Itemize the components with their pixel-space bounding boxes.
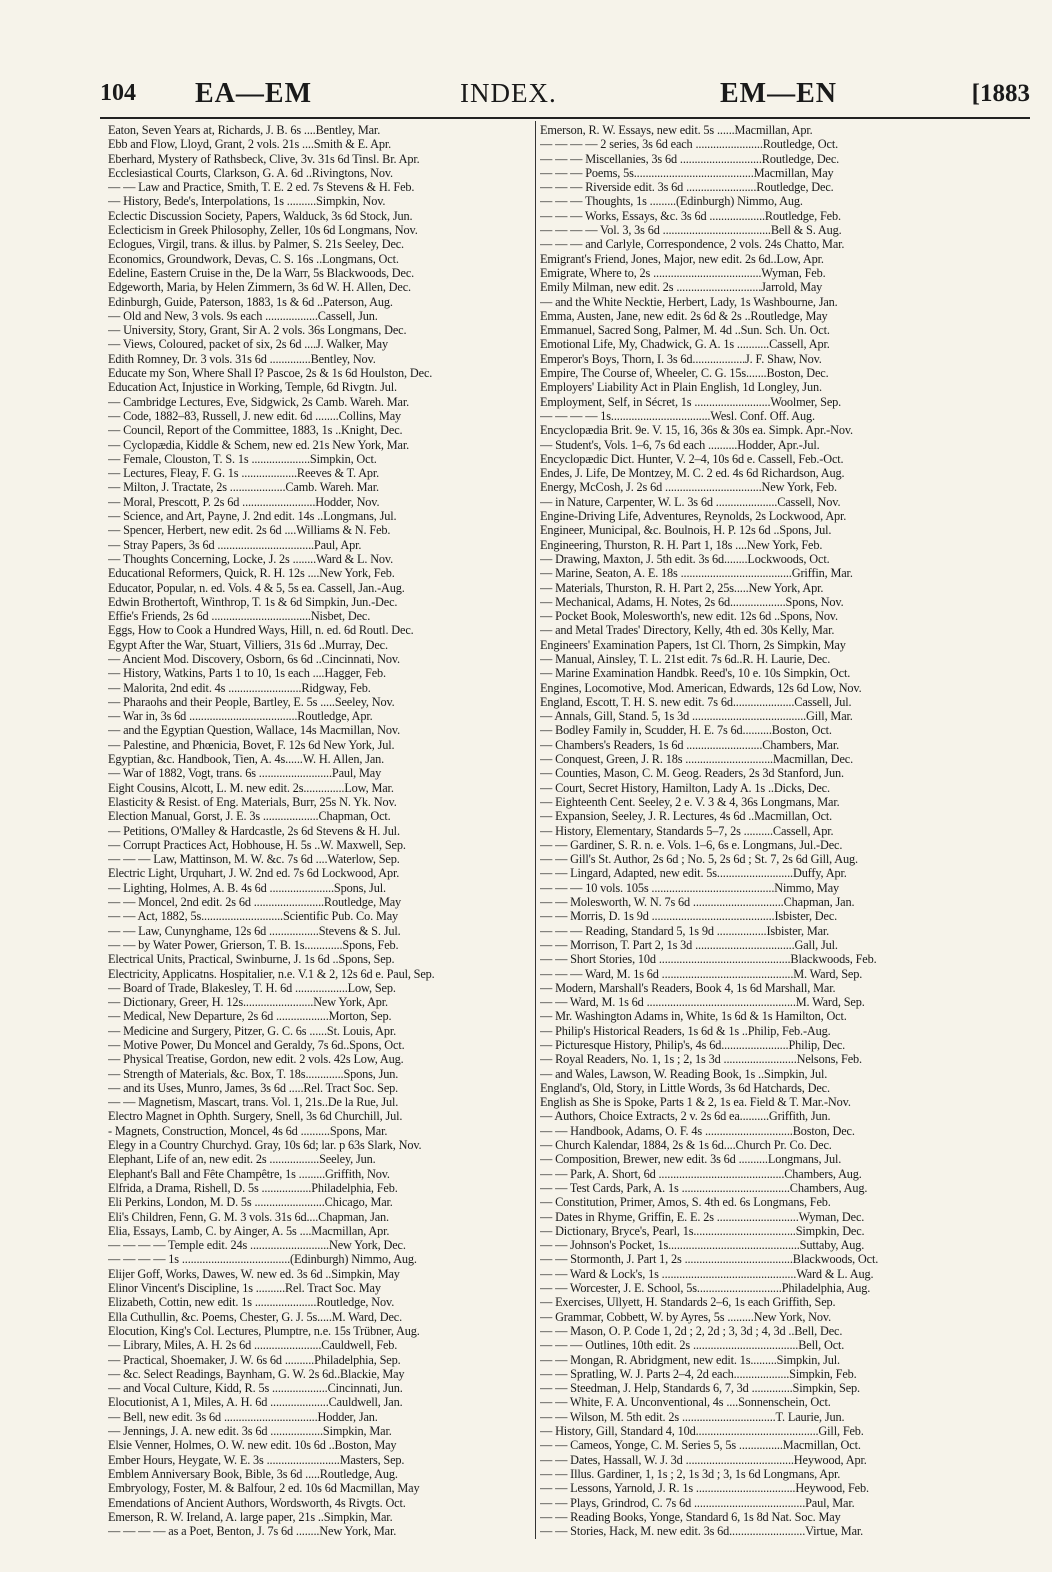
index-entry: — Malorita, 2nd edit. 4s .........................Ridgway, Feb.	[108, 680, 371, 695]
index-entry: — — — Poems, 5s.........................................Macmillan, May	[540, 165, 834, 180]
index-entry: Educate my Son, Where Shall I? Pascoe, 2s & 1s 6d Houlston, Dec.	[108, 366, 433, 381]
index-entry: Educational Reformers, Quick, R. H. 12s ....New York, Feb.	[108, 566, 395, 581]
index-entry: — Philip's Historical Readers, 1s 6d & 1s ..Philip, Feb.-Aug.	[540, 1023, 831, 1038]
index-entry: — History, Elementary, Standards 5–7, 2s ..........Cassell, Apr.	[540, 823, 834, 838]
index-entry: — Motive Power, Du Moncel and Geraldy, 7s 6d..Spons, Oct.	[108, 1038, 405, 1052]
index-entry: — and its Uses, Munro, James, 3s 6d .....Rel. Tract Soc. Sep.	[108, 1080, 399, 1095]
index-entry: — — Ward & Lock's, 1s ..............................................Ward & L. Aug.	[540, 1266, 874, 1281]
index-entry: — Materials, Thurston, R. H. Part 2, 25s.....New York, Apr.	[540, 580, 824, 595]
index-entry: Endes, J. Life, De Montzey, M. C. 2 ed. 4s 6d Richardson, Aug.	[540, 466, 845, 481]
index-entry: — Jennings, J. A. new edit. 3s 6d ..................Simpkin, Mar.	[108, 1424, 392, 1439]
index-entry: Emperor's Boys, Thorn, I. 3s 6d..................J. F. Shaw, Nov.	[540, 351, 822, 366]
index-entry: — Drawing, Maxton, J. 5th edit. 3s 6d........Lockwoods, Oct.	[540, 551, 830, 566]
index-entry: — — Ward, M. 1s 6d ...................................................M. Ward, Sep.	[540, 995, 865, 1010]
range-right: EM—EN	[720, 78, 837, 109]
index-entry: Ella Cuthullin, &c. Poems, Chester, G. J. 5s.....M. Ward, Dec.	[108, 1309, 402, 1324]
index-entry: — War in, 3s 6d .....................................Routledge, Apr.	[108, 709, 373, 724]
index-entry: Emmanuel, Sacred Song, Palmer, M. 4d ..Sun. Sch. Un. Oct.	[540, 323, 830, 338]
index-entry: Engine-Driving Life, Adventures, Reynolds, 2s Lockwood, Apr.	[540, 509, 847, 524]
index-entry: — Council, Report of the Committee, 1883, 1s ..Knight, Dec.	[108, 423, 403, 438]
index-entry: — Court, Secret History, Hamilton, Lady A. 1s ..Dicks, Dec.	[540, 780, 830, 795]
index-entry: — in Nature, Carpenter, W. L. 3s 6d .....................Cassell, Nov.	[540, 494, 841, 509]
page-header	[100, 76, 1030, 110]
index-entry: England, Escott, T. H. S. new edit. 7s 6d.....................Cassell, Jul.	[540, 694, 852, 709]
index-entry: — Marine, Seaton, A. E. 18s ......................................Griffin, Mar.	[540, 566, 853, 581]
index-entry: Embryology, Foster, M. & Balfour, 2 ed. 10s 6d Macmillan, May	[108, 1481, 420, 1496]
index-entry: Elocution, King's Col. Lectures, Plumptre, n.e. 15s Trübner, Aug.	[108, 1323, 420, 1338]
index-entry: Employers' Liability Act in Plain English, 1d Longley, Jun.	[540, 380, 822, 395]
index-entry: — — — — 2 series, 3s 6d each .......................Routledge, Oct.	[540, 137, 839, 152]
index-entry: — — — Ward, M. 1s 6d .............................................M. Ward, Sep.	[540, 966, 863, 981]
index-entry: — — — — as a Poet, Benton, J. 7s 6d ........New York, Mar.	[108, 1524, 397, 1539]
index-entry: — — — and Carlyle, Correspondence, 2 vols. 24s Chatto, Mar.	[540, 237, 845, 252]
index-entry: Emigrant's Friend, Jones, Major, new edit. 2s 6d..Low, Apr.	[540, 251, 824, 266]
index-entry: — Mechanical, Adams, H. Notes, 2s 6d...................Spons, Nov.	[540, 594, 844, 609]
index-entry: — Female, Clouston, T. S. 1s ....................Simpkin, Oct.	[108, 451, 377, 466]
index-entry: — — Lingard, Adapted, new edit. 5s..........................Duffy, Apr.	[540, 866, 847, 881]
index-entry: — — Law and Practice, Smith, T. E. 2 ed. 7s Stevens & H. Feb.	[108, 180, 415, 195]
index-entry: — History, Watkins, Parts 1 to 10, 1s each ....Hagger, Feb.	[108, 666, 386, 681]
index-entry: — — — Works, Essays, &c. 3s 6d ...................Routledge, Feb.	[540, 208, 841, 223]
index-entry: — Code, 1882–83, Russell, J. new edit. 6d ........Collins, May	[108, 408, 401, 423]
index-entry: Eli's Children, Fenn, G. M. 3 vols. 31s 6d....Chapman, Jan.	[108, 1209, 389, 1224]
index-entry: — Spencer, Herbert, new edit. 2s 6d ....Williams & N. Feb.	[108, 523, 391, 538]
index-entry: — — Gardiner, S. R. n. e. Vols. 1–6, 6s e. Longmans, Jul.-Dec.	[540, 837, 843, 852]
index-entry: — — Law, Cunynghame, 12s 6d .................Stevens & S. Jul.	[108, 923, 401, 938]
index-entry: — Milton, J. Tractate, 2s ...................Camb. Wareh. Mar.	[108, 480, 379, 495]
index-entry: Ebb and Flow, Lloyd, Grant, 2 vols. 21s ....Smith & E. Apr.	[108, 137, 392, 152]
index-entry: Employment, Self, in Sécret, 1s ..........................Woolmer, Sep.	[540, 394, 842, 409]
index-entry: — Palestine, and Phœnicia, Bovet, F. 12s 6d New York, Jul.	[108, 737, 395, 752]
index-entry: — &c. Select Readings, Baynham, G. W. 2s 6d..Blackie, May	[108, 1366, 405, 1381]
index-entry: — — Cameos, Yonge, C. M. Series 5, 5s ...............Macmillan, Oct.	[540, 1438, 861, 1453]
index-entry: — — Short Stories, 10d .............................................Blackwoods, Feb.	[540, 952, 877, 967]
page-number: 104	[100, 80, 136, 106]
index-entry: — Medicine and Surgery, Pitzer, G. C. 6s ......St. Louis, Apr.	[108, 1023, 397, 1038]
index-entry: — — Morrison, T. Part 2, 1s 3d ..................................Gall, Jul.	[540, 937, 838, 952]
index-entry: — — — 10 vols. 105s ..........................................Nimmo, May	[540, 880, 840, 895]
index-entry: — — Reading Books, Yonge, Standard 6, 1s 8d Nat. Soc. May	[540, 1509, 841, 1524]
index-entry: — Composition, Brewer, new edit. 3s 6d ..........Longmans, Jul.	[540, 1152, 842, 1167]
index-entry: — University, Story, Grant, Sir A. 2 vols. 36s Longmans, Dec.	[108, 323, 407, 338]
index-entry: Elegy in a Country Churchyd. Gray, 10s 6d; lar. p 63s Slark, Nov.	[108, 1138, 422, 1153]
index-entry: — Marine Examination Handbk. Reed's, 10 e. 10s Simpkin, Oct.	[540, 666, 851, 681]
index-entry: England's, Old, Story, in Little Words, 3s 6d Hatchards, Dec.	[540, 1080, 830, 1095]
index-entry: Educator, Popular, n. ed. Vols. 4 & 5, 5s ea. Cassell, Jan.-Aug.	[108, 580, 405, 595]
index-entry: — — — Law, Mattinson, M. W. &c. 7s 6d ....Waterlow, Sep.	[108, 852, 400, 867]
index-entry: — Pocket Book, Molesworth's, new edit. 12s 6d ..Spons, Nov.	[540, 609, 838, 624]
index-entry: Electricity, Applicatns. Hospitalier, n.e. V.1 & 2, 12s 6d e. Paul, Sep.	[108, 966, 435, 981]
index-entry: Empire, The Course of, Wheeler, C. G. 15s.......Boston, Dec.	[540, 366, 829, 381]
index-entry: — Stray Papers, 3s 6d .................................Paul, Apr.	[108, 537, 362, 552]
index-entry: Edinburgh, Guide, Paterson, 1883, 1s & 6d ..Paterson, Aug.	[108, 294, 393, 309]
index-entry: — — Steedman, J. Help, Standards 6, 7, 3d ..............Simpkin, Sep.	[540, 1381, 860, 1396]
index-entry: Elephant, Life of an, new edit. 2s .................Seeley, Jun.	[108, 1152, 376, 1167]
page-title: INDEX.	[460, 78, 557, 108]
index-entry: — Thoughts Concerning, Locke, J. 2s ........Ward & L. Nov.	[108, 551, 394, 566]
index-entry: — — — Riverside edit. 3s 6d ........................Routledge, Dec.	[540, 180, 834, 195]
index-entry: — Bodley Family in, Scudder, H. E. 7s 6d..........Boston, Oct.	[540, 723, 832, 738]
index-entry: Eclectic Discussion Society, Papers, Walduck, 3s 6d Stock, Jun.	[108, 208, 413, 223]
index-entry: — — — — 1s .....................................(Edinburgh) Nimmo, Aug.	[108, 1252, 417, 1267]
left-column	[108, 123, 532, 1538]
index-entry: Emily Milman, new edit. 2s .............................Jarrold, May	[540, 280, 823, 295]
index-entry: Emigrate, Where to, 2s .....................................Wyman, Feb.	[540, 265, 826, 280]
column-divider	[535, 121, 536, 1539]
index-entry: Emotional Life, My, Chadwick, G. A. 1s ...........Cassell, Apr.	[540, 337, 830, 352]
index-entry: — and Metal Trades' Directory, Kelly, 4th ed. 30s Kelly, Mar.	[540, 623, 835, 638]
index-entry: — Annals, Gill, Stand. 5, 1s 3d .......................................Gill, Mar.	[540, 709, 853, 724]
index-entry: — — Spratling, W. J. Parts 2–4, 2d each...................Simpkin, Feb.	[540, 1366, 857, 1381]
index-entry: Elfrida, a Drama, Rishell, D. 5s .................Philadelphia, Feb.	[108, 1180, 398, 1195]
index-entry: — — Magnetism, Mascart, trans. Vol. 1, 21s..De la Rue, Jul.	[108, 1095, 399, 1110]
index-entry: — — — — Vol. 3, 3s 6d .....................................Bell & S. Aug.	[540, 223, 842, 238]
index-entry: — — Illus. Gardiner, 1, 1s ; 2, 1s 3d ; 3, 1s 6d Longmans, Apr.	[540, 1466, 841, 1481]
index-entry: — — Molesworth, W. N. 7s 6d ...............................Chapman, Jan.	[540, 895, 855, 910]
index-entry: — Bell, new edit. 3s 6d ................................Hodder, Jan.	[108, 1409, 378, 1424]
index-entry: — — Test Cards, Park, A. 1s .....................................Chambers, Aug.	[540, 1180, 868, 1195]
index-entry: Elinor Vincent's Discipline, 1s ..........Rel. Tract Soc. May	[108, 1281, 381, 1296]
index-entry: — Constitution, Primer, Amos, S. 4th ed. 6s Longmans, Feb.	[540, 1195, 831, 1210]
index-entry: Emblem Anniversary Book, Bible, 3s 6d .....Routledge, Aug.	[108, 1466, 398, 1481]
index-entry: — Views, Coloured, packet of six, 2s 6d ....J. Walker, May	[108, 337, 388, 352]
index-entry: — Mr. Washington Adams in, White, 1s 6d & 1s Hamilton, Oct.	[540, 1009, 847, 1024]
index-entry: — Modern, Marshall's Readers, Book 4, 1s 6d Marshall, Mar.	[540, 980, 836, 995]
right-column	[540, 123, 1034, 1538]
index-entry: — Chambers's Readers, 1s 6d ..........................Chambers, Mar.	[540, 737, 840, 752]
index-entry: Eclogues, Virgil, trans. & illus. by Palmer, S. 21s Seeley, Dec.	[108, 237, 404, 252]
index-entry: — — Johnson's Pocket, 1s.............................................Suttaby, Aug.	[540, 1238, 865, 1253]
index-entry: — and Wales, Lawson, W. Reading Book, 1s ..Simpkin, Jul.	[540, 1066, 828, 1081]
index-entry: Elizabeth, Cottin, new edit. 1s .....................Routledge, Nov.	[108, 1295, 395, 1310]
index-entry: Economics, Groundwork, Devas, C. S. 16s ..Longmans, Oct.	[108, 251, 399, 266]
index-entry: — — Worcester, J. E. School, 5s.............................Philadelphia, Aug.	[540, 1281, 871, 1296]
index-entry: Effie's Friends, 2s 6d ..................................Nisbet, Dec.	[108, 609, 371, 624]
index-entry: — Exercises, Ullyett, H. Standards 2–6, 1s each Griffith, Sep.	[540, 1295, 836, 1310]
index-entry: — — Mason, O. P. Code 1, 2d ; 2, 2d ; 3, 3d ; 4, 3d ..Bell, Dec.	[540, 1323, 843, 1338]
index-entry: Eight Cousins, Alcott, L. M. new edit. 2s..............Low, Mar.	[108, 780, 394, 795]
index-entry: Eli Perkins, London, M. D. 5s ........................Chicago, Mar.	[108, 1195, 393, 1210]
index-entry: English as She is Spoke, Parts 1 & 2, 1s ea. Field & T. Mar.-Nov.	[540, 1095, 851, 1110]
index-entry: — — — — 1s..................................Wesl. Conf. Off. Aug.	[540, 408, 815, 423]
index-entry: Emendations of Ancient Authors, Wordsworth, 4s Rivgts. Oct.	[108, 1495, 406, 1510]
index-entry: Elephant's Ball and Fête Champêtre, 1s .........Griffith, Nov.	[108, 1166, 390, 1181]
index-entry: — Counties, Mason, C. M. Geog. Readers, 2s 3d Stanford, Jun.	[540, 766, 844, 781]
index-entry: Elijer Goff, Works, Dawes, W. new ed. 3s 6d ..Simpkin, May	[108, 1266, 400, 1281]
index-entry: — Moral, Prescott, P. 2s 6d .........................Hodder, Nov.	[108, 494, 380, 509]
index-entry: Electro Magnet in Ophth. Surgery, Snell, 3s 6d Churchill, Jul.	[108, 1109, 403, 1124]
index-entry: — Church Kalendar, 1884, 2s & 1s 6d....Church Pr. Co. Dec.	[540, 1138, 832, 1153]
index-entry: — Old and New, 3 vols. 9s each ..................Cassell, Jun.	[108, 308, 378, 323]
index-entry: Edgeworth, Maria, by Helen Zimmern, 3s 6d W. H. Allen, Dec.	[108, 280, 411, 295]
index-entry: Education Act, Injustice in Working, Temple, 6d Rivgtn. Jul.	[108, 380, 397, 395]
index-entry: Elsie Venner, Holmes, O. W. new edit. 10s 6d ..Boston, May	[108, 1438, 397, 1453]
index-entry: — — — Miscellanies, 3s 6d ............................Routledge, Dec.	[540, 151, 840, 166]
index-entry: — Ancient Mod. Discovery, Osborn, 6s 6d ..Cincinnati, Nov.	[108, 651, 400, 666]
index-entry: Eggs, How to Cook a Hundred Ways, Hill, n. ed. 6d Routl. Dec.	[108, 623, 414, 638]
index-entry: Elasticity & Resist. of Eng. Materials, Burr, 25s N. Yk. Nov.	[108, 794, 397, 809]
index-entry: — Dates in Rhyme, Griffin, E. E. 2s ............................Wyman, Dec.	[540, 1209, 865, 1224]
index-entry: Eaton, Seven Years at, Richards, J. B. 6s ....Bentley, Mar.	[108, 123, 381, 137]
index-entry: — — Dates, Hassall, W. J. 3d .....................................Heywood, Apr.	[540, 1452, 867, 1467]
index-entry: Engines, Locomotive, Mod. American, Edwards, 12s 6d Low, Nov.	[540, 680, 862, 695]
index-entry: Energy, McCosh, J. 2s 6d .................................New York, Feb.	[540, 480, 837, 495]
index-entry: Electric Light, Urquhart, J. W. 2nd ed. 7s 6d Lockwood, Apr.	[108, 866, 400, 881]
index-entry: — — — Outlines, 10th edit. 2s ....................................Bell, Oct.	[540, 1338, 845, 1353]
index-entry: Egypt After the War, Stuart, Villiers, 31s 6d ..Murray, Dec.	[108, 637, 388, 652]
index-entry: — Practical, Shoemaker, J. W. 6s 6d ..........Philadelphia, Sep.	[108, 1352, 401, 1367]
index-entry: — — Gill's St. Author, 2s 6d ; No. 5, 2s 6d ; St. 7, 2s 6d Gill, Aug.	[540, 852, 858, 867]
index-entry: — Petitions, O'Malley & Hardcastle, 2s 6d Stevens & H. Jul.	[108, 823, 400, 838]
index-entry: — Authors, Choice Extracts, 2 v. 2s 6d ea..........Griffith, Jun.	[540, 1109, 831, 1124]
index-entry: — History, Gill, Standard 4, 10d..........................................Gill, Feb.	[540, 1424, 864, 1439]
index-entry: — — — Thoughts, 1s .........(Edinburgh) Nimmo, Aug.	[540, 194, 803, 209]
index-entry: — Student's, Vols. 1–6, 7s 6d each ..........Hodder, Apr.-Jul.	[540, 437, 820, 452]
index-entry: Eberhard, Mystery of Rathsbeck, Clive, 3v. 31s 6d Tinsl. Br. Apr.	[108, 151, 420, 166]
index-entry: Edith Romney, Dr. 3 vols. 31s 6d ..............Bentley, Nov.	[108, 351, 376, 366]
index-entry: Emma, Austen, Jane, new edit. 2s 6d & 2s ..Routledge, May	[540, 308, 828, 323]
index-entry: Engineers' Examination Papers, 1st Cl. Thorn, 2s Simpkin, May	[540, 637, 846, 652]
index-entry: — History, Bede's, Interpolations, 1s ..........Simpkin, Nov.	[108, 194, 386, 209]
index-entry: — and the White Necktie, Herbert, Lady, 1s Washbourne, Jan.	[540, 294, 838, 309]
year: [1883	[971, 80, 1030, 107]
index-entry: — Lighting, Holmes, A. B. 4s 6d ......................Spons, Jul.	[108, 880, 386, 895]
index-entry: — Library, Miles, A. H. 2s 6d .......................Cauldwell, Feb.	[108, 1338, 398, 1353]
index-entry: Elia, Essays, Lamb, C. by Ainger, A. 5s ....Macmillan, Apr.	[108, 1223, 390, 1238]
index-entry: - Magnets, Construction, Moncel, 4s 6d ..........Spons, Mar.	[108, 1123, 388, 1138]
range-left: EA—EM	[195, 78, 312, 109]
index-entry: Eclecticism in Greek Philosophy, Zeller, 10s 6d Longmans, Nov.	[108, 223, 418, 238]
index-entry: — — Park, A. Short, 6d ...........................................Chambers, Aug.	[540, 1166, 862, 1181]
index-entry: — — Act, 1882, 5s............................Scientific Pub. Co. May	[108, 909, 399, 924]
index-entry: — Royal Readers, No. 1, 1s ; 2, 1s 3d .........................Nelsons, Feb.	[540, 1052, 862, 1067]
index-entry: Electrical Units, Practical, Swinburne, J. 1s 6d ..Spons, Sep.	[108, 952, 395, 967]
index-entry: — — Moncel, 2nd edit. 2s 6d ........................Routledge, May	[108, 895, 402, 910]
index-entry: — — Stormonth, J. Part 1, 2s .....................................Blackwoods, Oct.	[540, 1252, 879, 1267]
index-entry: — Pharaohs and their People, Bartley, E. 5s .....Seeley, Nov.	[108, 694, 395, 709]
index-entry: Encyclopædic Dict. Hunter, V. 2–4, 10s 6d e. Cassell, Feb.-Oct.	[540, 451, 844, 466]
index-entry: — and the Egyptian Question, Wallace, 14s Macmillan, Nov.	[108, 723, 401, 738]
index-entry: — Expansion, Seeley, J. R. Lectures, 4s 6d ..Macmillan, Oct.	[540, 809, 833, 824]
index-entry: Elocutionist, A 1, Miles, A. H. 6d ....................Cauldwell, Jan.	[108, 1395, 403, 1410]
index-entry: — and Vocal Culture, Kidd, R. 5s ...................Cincinnati, Jun.	[108, 1381, 403, 1396]
index-entry: — — Handbook, Adams, O. F. 4s ..............................Boston, Dec.	[540, 1123, 855, 1138]
index-entry: — Science, and Art, Payne, J. 2nd edit. 14s ..Longmans, Jul.	[108, 509, 397, 524]
index-entry: — Corrupt Practices Act, Hobhouse, H. 5s ..W. Maxwell, Sep.	[108, 837, 406, 852]
index-entry: Engineer, Municipal, &c. Boulnois, H. P. 12s 6d ..Spons, Jul.	[540, 523, 832, 538]
index-entry: — — Stories, Hack, M. new edit. 3s 6d..........................Virtue, Mar.	[540, 1524, 864, 1539]
index-entry: — Cambridge Lectures, Eve, Sidgwick, 2s Camb. Wareh. Mar.	[108, 394, 410, 409]
index-entry: Ecclesiastical Courts, Clarkson, G. A. 6d ..Rivingtons, Nov.	[108, 165, 393, 180]
header-rule	[100, 117, 1030, 119]
index-entry: — Strength of Materials, &c. Box, T. 18s.............Spons, Jun.	[108, 1066, 399, 1081]
index-entry: — — Lessons, Yarnold, J. R. 1s ..................................Heywood, Feb.	[540, 1481, 869, 1496]
index-entry: — Physical Treatise, Gordon, new edit. 2 vols. 42s Low, Aug.	[108, 1052, 404, 1067]
index-entry: — Picturesque History, Philip's, 4s 6d.......................Philip, Dec.	[540, 1038, 846, 1052]
index-entry: Engineering, Thurston, R. H. Part 1, 18s ....New York, Feb.	[540, 537, 823, 552]
index-entry: Election Manual, Gorst, J. E. 3s ...................Chapman, Oct.	[108, 809, 391, 824]
index-entry: — Cyclopædia, Kiddle & Schem, new ed. 21s New York, Mar.	[108, 437, 410, 452]
index-entry: — — by Water Power, Grierson, T. B. 1s.............Spons, Feb.	[108, 937, 399, 952]
index-entry: — Dictionary, Bryce's, Pearl, 1s...................................Simpkin, Dec.	[540, 1223, 865, 1238]
index-entry: Emerson, R. W. Ireland, A. large paper, 21s ..Simpkin, Mar.	[108, 1509, 393, 1524]
index-entry: — — — — Temple edit. 24s ...........................New York, Dec.	[108, 1238, 406, 1253]
index-entry: Encyclopædia Brit. 9e. V. 15, 16, 36s & 30s ea. Simpk. Apr.-Nov.	[540, 423, 853, 438]
index-entry: — — Mongan, R. Abridgment, new edit. 1s.........Simpkin, Jul.	[540, 1352, 840, 1367]
index-entry: — Medical, New Departure, 2s 6d ..................Morton, Sep.	[108, 1009, 392, 1024]
index-entry: Edeline, Eastern Cruise in the, De la Warr, 5s Blackwoods, Dec.	[108, 265, 415, 280]
index-entry: — — Morris, D. 1s 9d ..........................................Isbister, Dec.	[540, 909, 838, 924]
index-entry: — Dictionary, Greer, H. 12s........................New York, Apr.	[108, 995, 388, 1010]
index-entry: Ember Hours, Heygate, W. E. 3s .........................Masters, Sep.	[108, 1452, 405, 1467]
index-entry: — — White, F. A. Unconventional, 4s ....Sonnenschein, Oct.	[540, 1395, 831, 1410]
index-entry: — Conquest, Green, J. R. 18s ..............................Macmillan, Dec.	[540, 752, 854, 767]
index-entry: — Board of Trade, Blakesley, T. H. 6d ..................Low, Sep.	[108, 980, 396, 995]
index-entry: — Manual, Ainsley, T. L. 21st edit. 7s 6d..R. H. Laurie, Dec.	[540, 651, 831, 666]
index-entry: Emerson, R. W. Essays, new edit. 5s ......Macmillan, Apr.	[540, 123, 813, 137]
index-entry: — — Plays, Grindrod, C. 7s 6d ......................................Paul, Mar.	[540, 1495, 855, 1510]
index-entry: — — — Reading, Standard 5, 1s 9d .................Isbister, Mar.	[540, 923, 830, 938]
index-entry: — Grammar, Cobbett, W. by Ayres, 5s .........New York, Nov.	[540, 1309, 832, 1324]
index-entry: — — Wilson, M. 5th edit. 2s ................................T. Laurie, Jun.	[540, 1409, 845, 1424]
index-entry: — War of 1882, Vogt, trans. 6s .........................Paul, May	[108, 766, 382, 781]
index-entry: Edwin Brothertoft, Winthrop, T. 1s & 6d Simpkin, Jun.-Dec.	[108, 594, 398, 609]
index-entry: — Eighteenth Cent. Seeley, 2 e. V. 3 & 4, 36s Longmans, Mar.	[540, 794, 840, 809]
index-entry: Egyptian, &c. Handbook, Tien, A. 4s......W. H. Allen, Jan.	[108, 752, 385, 767]
index-entry: — Lectures, Fleay, F. G. 1s ...................Reeves & T. Apr.	[108, 466, 380, 481]
